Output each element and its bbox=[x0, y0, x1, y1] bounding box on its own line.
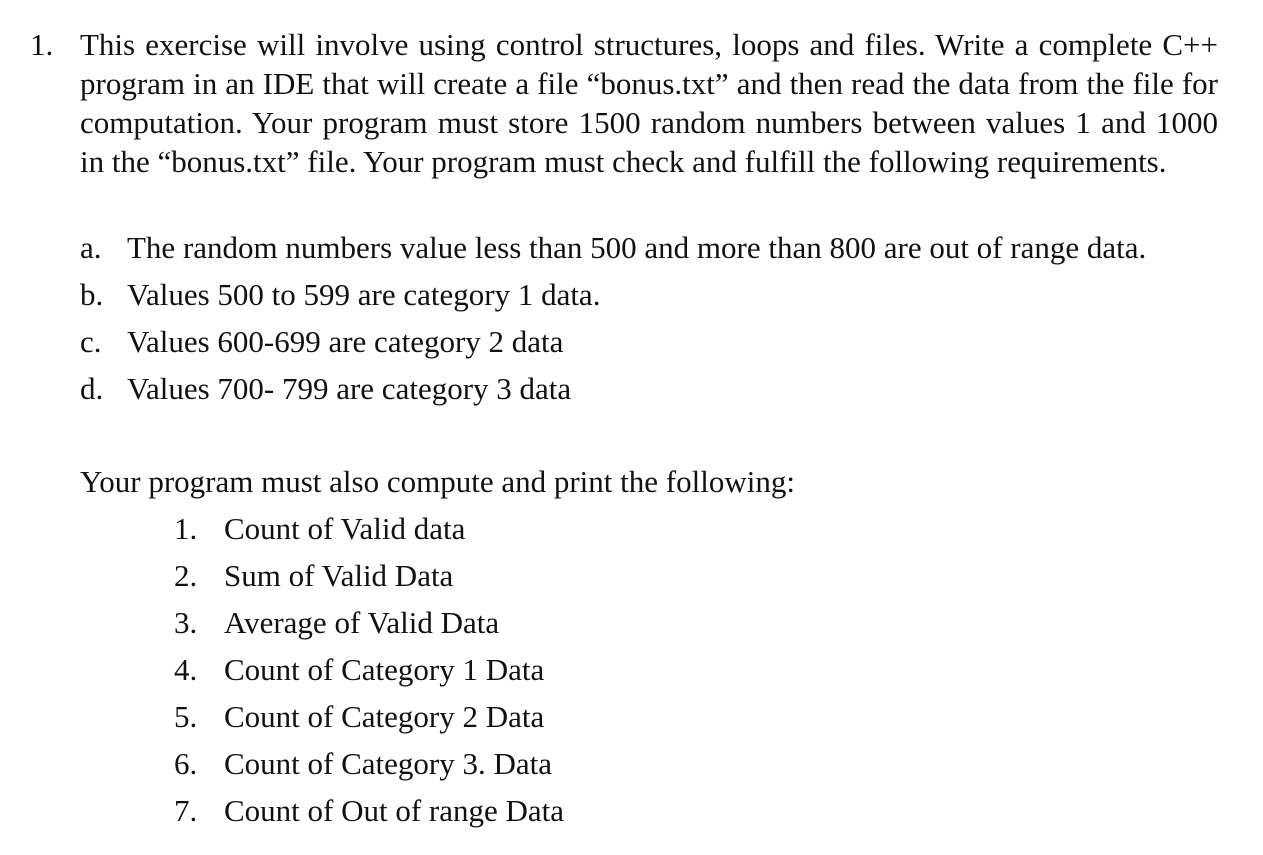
requirement-marker: b. bbox=[80, 277, 104, 312]
output-text: Count of Category 1 Data bbox=[224, 652, 545, 687]
requirement-marker: a. bbox=[80, 230, 102, 265]
output-marker: 2. bbox=[174, 558, 198, 593]
output-text: Count of Category 2 Data bbox=[224, 699, 545, 734]
output-marker: 1. bbox=[174, 511, 198, 546]
outputs-heading: Your program must also compute and print the following: bbox=[80, 464, 795, 499]
requirement-marker: d. bbox=[80, 371, 104, 406]
output-text: Sum of Valid Data bbox=[224, 558, 454, 593]
requirement-text: The random numbers value less than 500 and more than 800 are out of range data. bbox=[127, 230, 1147, 265]
requirement-text: Values 600-699 are category 2 data bbox=[127, 324, 564, 359]
output-text: Count of Out of range Data bbox=[224, 793, 565, 828]
output-marker: 5. bbox=[174, 699, 198, 734]
requirement-text: Values 500 to 599 are category 1 data. bbox=[127, 277, 601, 312]
output-text: Count of Valid data bbox=[224, 511, 466, 546]
output-marker: 6. bbox=[174, 746, 198, 781]
output-text: Count of Category 3. Data bbox=[224, 746, 553, 781]
question-intro: This exercise will involve using control structures, loops and files. Write a complete C++ program in an IDE that will create a file “bonus.txt” and then read the data from the file for computation. Your program must store 1500 random numbers between values 1 and 1000 in the “bonus.txt” file. Your program must check and fulfill the following requirements. bbox=[80, 27, 1218, 179]
output-marker: 4. bbox=[174, 652, 198, 687]
output-text: Average of Valid Data bbox=[224, 605, 500, 640]
requirement-marker: c. bbox=[80, 324, 102, 359]
question-number: 1. bbox=[30, 27, 54, 62]
requirement-text: Values 700- 799 are category 3 data bbox=[127, 371, 572, 406]
output-marker: 7. bbox=[174, 793, 198, 828]
output-marker: 3. bbox=[174, 605, 198, 640]
